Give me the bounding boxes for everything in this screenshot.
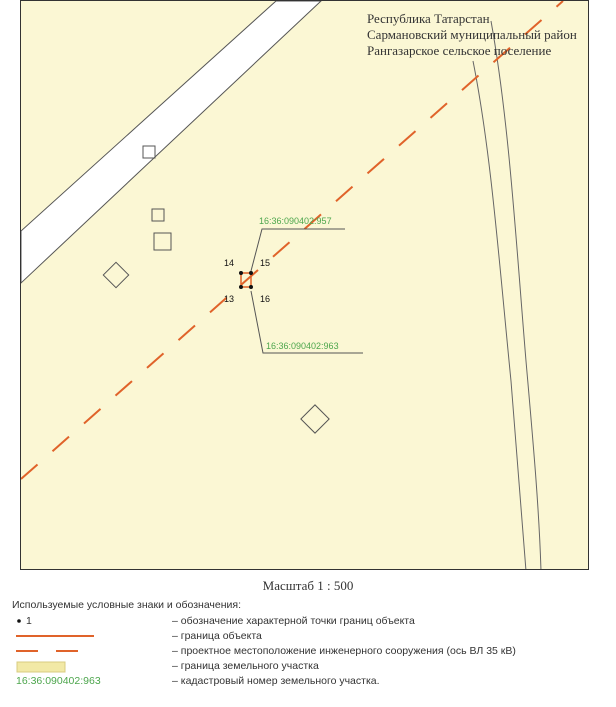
legend-desc: – граница объекта [172, 630, 262, 642]
point-label: 16 [260, 294, 271, 304]
boundary-point [239, 285, 243, 289]
cadastral-symbol: 16:36:090402:963 [16, 675, 101, 687]
region-settlement: Рангазарское сельское поселение [367, 43, 552, 58]
boundary-point [249, 271, 253, 275]
building [154, 233, 171, 250]
map-drawing [21, 1, 589, 570]
legend-desc: – граница земельного участка [172, 660, 319, 672]
map-canvas[interactable] [20, 0, 589, 570]
legend-desc: – проектное местоположение инженерного сооружения (ось ВЛ 35 кВ) [172, 645, 516, 657]
legend-item-point [12, 615, 612, 629]
power-line-axis [21, 1, 563, 479]
cadastral-label: 16:36:090402:963 [266, 341, 339, 351]
legend-item-parcel-boundary [12, 660, 612, 674]
power-line-symbol [16, 645, 96, 660]
boundary-point [239, 271, 243, 275]
cadastral-label: 16:36:090402:957 [259, 216, 332, 226]
point-label: 14 [224, 258, 235, 268]
legend-desc: – кадастровый номер земельного участка. [172, 675, 380, 687]
point-label: 13 [224, 294, 235, 304]
building [103, 262, 128, 287]
legend-desc: – обозначение характерной точки границ объекта [172, 615, 415, 627]
building [152, 209, 164, 221]
map-scale: Масштаб 1 : 500 [262, 578, 354, 593]
point-symbol-label: 1 [26, 615, 32, 627]
object-boundary-symbol [16, 630, 96, 645]
legend-item-cadastral [12, 675, 612, 689]
boundary-line [491, 21, 541, 570]
legend-item-power-line [12, 645, 612, 659]
building [301, 405, 329, 433]
point-label: 15 [260, 258, 271, 268]
region-district: Сармановский муниципальный район [367, 27, 577, 42]
boundary-line [473, 61, 526, 570]
region-republic: Республика Татарстан [367, 11, 490, 26]
region-caption [367, 11, 577, 59]
boundary-point [249, 285, 253, 289]
legend-item-object-boundary [12, 630, 612, 644]
legend-title: Используемые условные знаки и обозначения: [12, 599, 242, 611]
